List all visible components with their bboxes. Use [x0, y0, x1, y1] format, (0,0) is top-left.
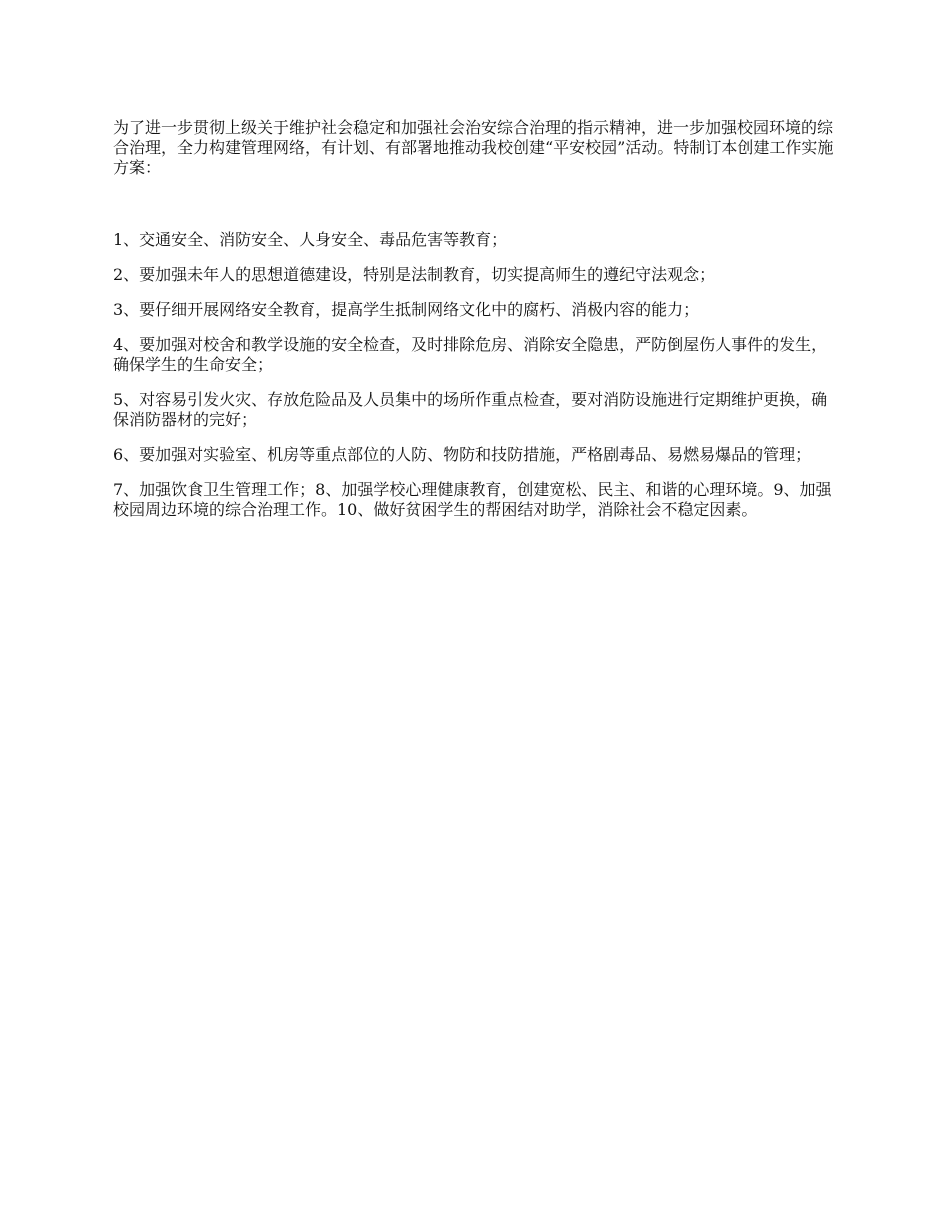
- list-item: 6、要加强对实验室、机房等重点部位的人防、物防和技防措施，严格剧毒品、易燃易爆品的管理；: [113, 445, 812, 464]
- list-item: 4、要加强对校舍和教学设施的安全检查，及时排除危房、消除安全隐患，严防倒屋伤人事件的发生，确保学生的生命安全；: [113, 335, 828, 374]
- list-item: 1、交通安全、消防安全、人身安全、毒品危害等教育；: [113, 230, 508, 249]
- list-item: 2、要加强未年人的思想道德建设，特别是法制教育，切实提高师生的遵纪守法观念；: [113, 265, 716, 284]
- list-item: 7、加强饮食卫生管理工作；8、加强学校心理健康教育，创建宽松、民主、和谐的心理环境。9、加强校园周边环境的综合治理工作。10、做好贫困学生的帮困结对助学，消除社会不稳定因素。: [113, 480, 832, 519]
- list-item: 5、对容易引发火灾、存放危险品及人员集中的场所作重点检查，要对消防设施进行定期维护更换，确保消防器材的完好；: [113, 390, 828, 429]
- list-item: 3、要仔细开展网络安全教育，提高学生抵制网络文化中的腐朽、消极内容的能力；: [113, 300, 700, 319]
- intro-paragraph: 为了进一步贯彻上级关于维护社会稳定和加强社会治安综合治理的指示精神，进一步加强校园环境的综合治理，全力构建管理网络，有计划、有部署地推动我校创建“平安校园”活动。特制订本创建工作实施方案：: [113, 118, 834, 177]
- document-body: [113, 118, 838, 535]
